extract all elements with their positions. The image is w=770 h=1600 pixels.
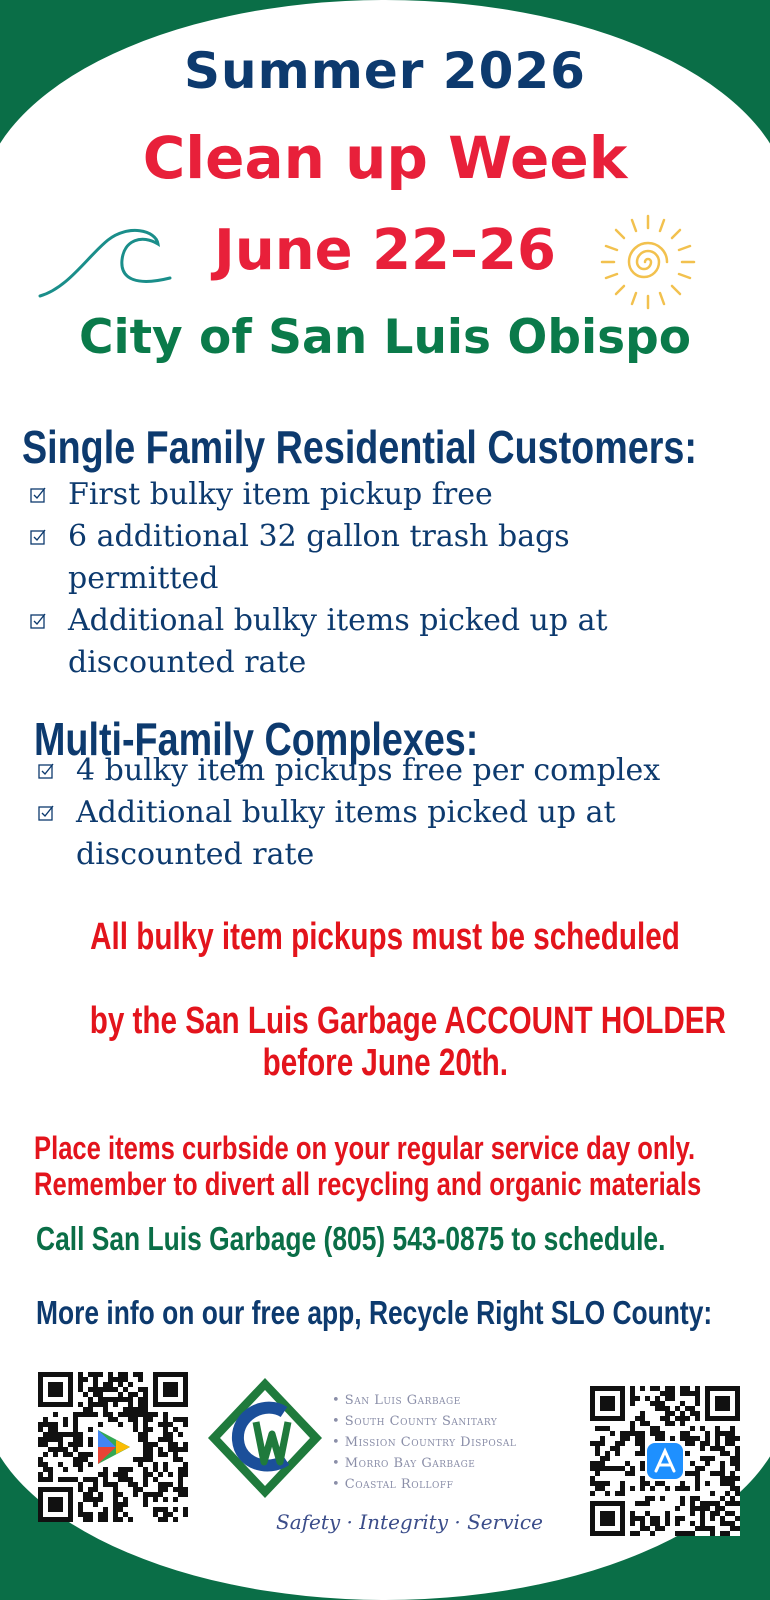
checkbox-icon [38,804,55,821]
list-item: First bulky item pickup free [28,474,668,516]
google-play-qr-code[interactable] [38,1372,188,1522]
checkbox-icon [30,612,47,629]
event-dates: June 22–26 [214,218,556,283]
account-holder-notice: by the San Luis Garbage ACCOUNT HOLDER before June 20th. [89,1000,726,1084]
sun-icon [598,212,698,312]
multi-family-heading: Multi-Family Complexes: [34,713,479,765]
multi-family-list [36,750,726,876]
list-item: Additional bulky items picked up at discounted rate [28,600,668,684]
checkbox-icon [30,486,47,503]
wave-icon [38,226,178,306]
list-item: 4 bulky item pickups free per complex [36,750,726,792]
event-title: Clean up Week [142,124,628,192]
tagline: Safety · Integrity · Service [276,1510,543,1534]
checkbox-icon [30,528,47,545]
app-store-icon [647,1443,683,1479]
app-info: More info on our free app, Recycle Right SLO County: [36,1294,713,1331]
curbside-instructions: Place items curbside on your regular service day only. Remember to divert all recycling and organic materials [34,1130,702,1202]
single-family-list [28,474,668,684]
list-item: 6 additional 32 gallon trash bags permitted [28,516,668,600]
list-item: Additional bulky items picked up at discounted rate [36,792,726,876]
company-list: • San Luis Garbage • South County Sanitary • Mission Country Disposal • Morro Bay Garbage • Coastal Rolloff [332,1393,517,1492]
checkbox-icon [38,762,55,779]
single-family-heading: Single Family Residential Customers: [22,421,697,473]
company-logo [206,1376,324,1500]
app-store-qr-code[interactable] [590,1386,740,1536]
schedule-notice: All bulky item pickups must be scheduled [90,916,680,958]
season-title: Summer 2026 [184,42,586,100]
call-to-schedule: Call San Luis Garbage (805) 543-0875 to schedule. [36,1220,666,1257]
city-title: City of San Luis Obispo [78,310,692,365]
